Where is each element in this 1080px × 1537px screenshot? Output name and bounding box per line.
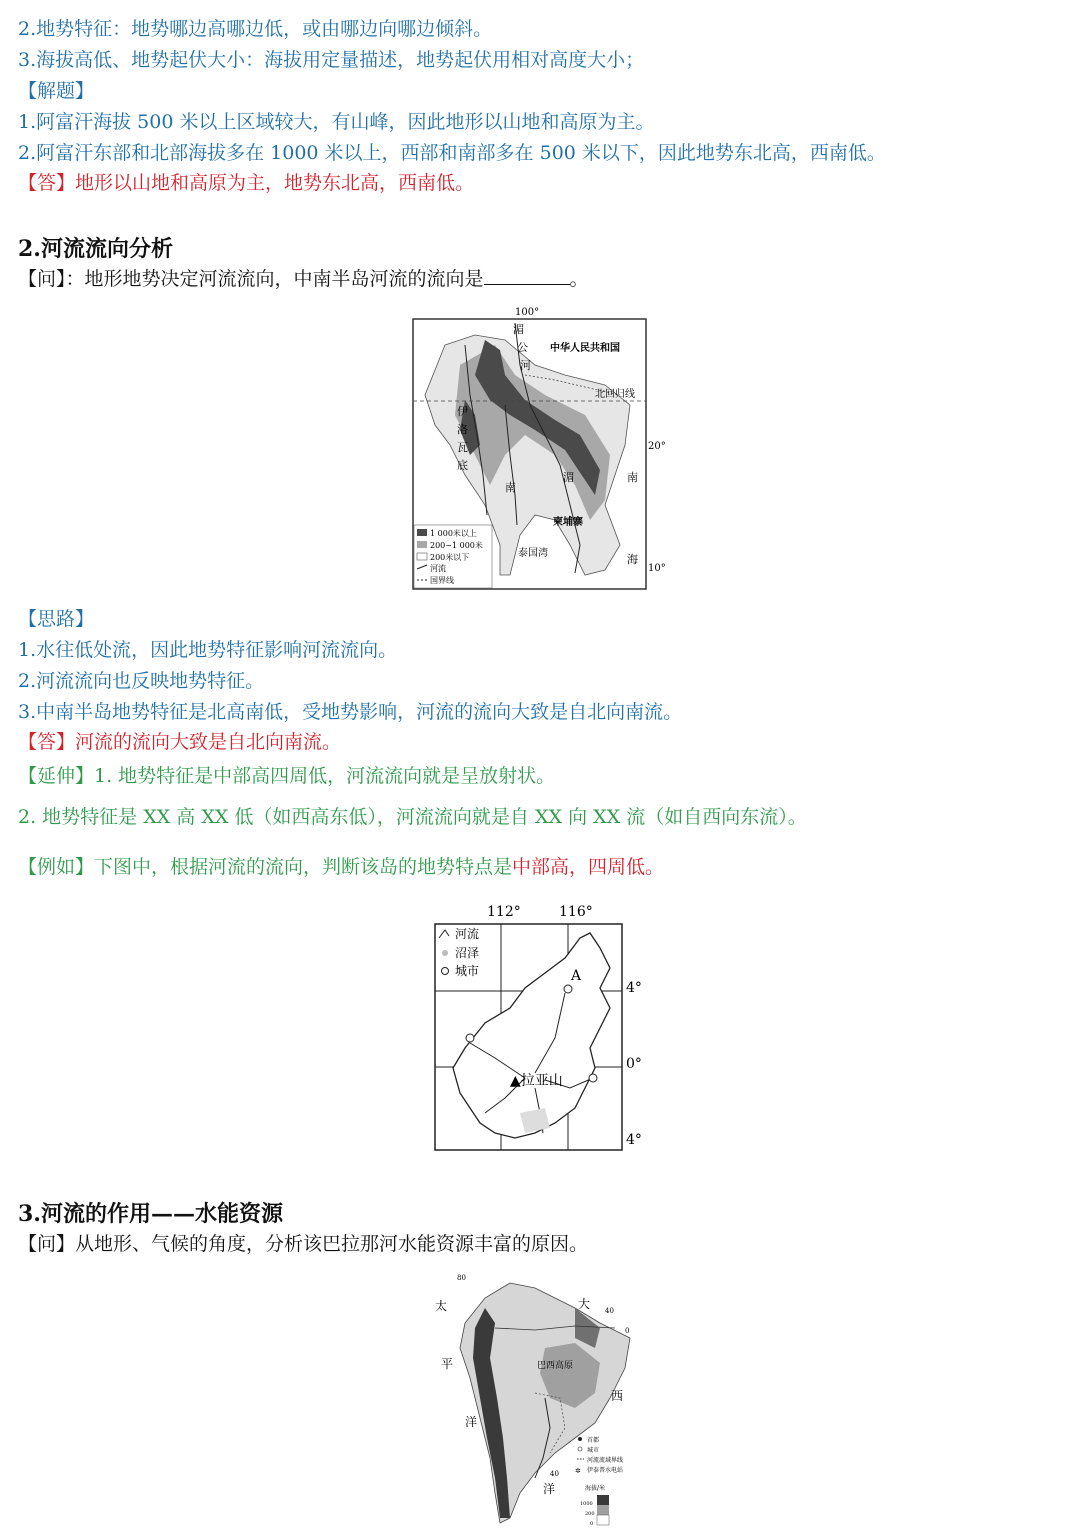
- legend-capital: 首都: [587, 1437, 600, 1444]
- pacific-char-2: 平: [441, 1357, 454, 1371]
- lat-0-label: 0°: [626, 1056, 642, 1072]
- river-char-7: 底: [457, 459, 468, 472]
- city-east: [589, 1074, 597, 1082]
- section-3-title: 3.河流的作用——水能资源: [18, 1201, 283, 1227]
- city-west: [466, 1034, 474, 1042]
- city-a-label: A: [571, 968, 582, 984]
- atlantic-char-1: 大: [578, 1297, 591, 1311]
- legend-dam-icon: ✲: [575, 1467, 581, 1475]
- brazil-plateau-label: 巴西高原: [537, 1361, 574, 1371]
- river-char-1: 湄: [513, 323, 524, 336]
- river-char-2: 公: [517, 341, 528, 354]
- river-char-6: 瓦: [457, 441, 468, 454]
- question-2: [18, 266, 589, 292]
- think-item-2: 2.河流流向也反映地势特征。: [18, 670, 265, 692]
- think-item-3: 3.中南半岛地势特征是北高南低，受地势影响，河流的流向大致是自北向南流。: [18, 701, 683, 723]
- question-3: 【问】从地形、气候的角度，分析该巴拉那河水能资源丰富的原因。: [18, 1233, 589, 1255]
- solve-item-2: 2.阿富汗东部和北部海拔多在 1000 米以上，西部和南部多在 500 米以下，因此地势东北高，西南低。: [18, 142, 886, 164]
- legend-city-3: 城市: [587, 1447, 600, 1454]
- lon-100-label: 100°: [515, 307, 540, 318]
- legend-elev-0: 0: [590, 1521, 594, 1527]
- coord-40-top: 40: [605, 1307, 614, 1315]
- legend-river-2: 河流: [455, 927, 480, 941]
- legend-elev-1000: 1000: [580, 1501, 593, 1507]
- legend-basin: 河流流域界线: [587, 1457, 624, 1464]
- coord-0: 0: [625, 1327, 630, 1335]
- solve-item-1: 1.阿富汗海拔 500 米以上区域较大，有山峰，因此地形以山地和高原为主。: [18, 111, 655, 133]
- cambodia-label: 柬埔寨: [553, 517, 583, 528]
- south-america-map: [425, 1268, 650, 1532]
- tip-terrain-trend: 2.地势特征：地势哪边高哪边低，或由哪边向哪边倾斜。: [18, 18, 493, 40]
- legend-river: 河流: [430, 564, 446, 573]
- mountain-label: ▲拉亚山: [510, 1073, 563, 1089]
- lat-20-label: 20°: [648, 441, 666, 452]
- lon-112-label: 112°: [487, 904, 521, 920]
- island-map: [425, 898, 655, 1158]
- question-2-text: 【问】：地形地势决定河流流向，中南半岛河流的流向是: [18, 268, 484, 290]
- river-char-8: 湄: [563, 471, 574, 484]
- atlantic-char-2: 西: [611, 1389, 624, 1403]
- extend-2: 2. 地势特征是 XX 高 XX 低（如西高东低），河流流向就是自 XX 向 XX 流（如自西向东流）。: [18, 806, 807, 828]
- answer-blank: [484, 266, 570, 285]
- example-answer: 中部高，四周低。: [512, 856, 665, 878]
- legend-mid: 200~1 000米: [430, 541, 483, 550]
- example: [18, 854, 664, 880]
- sea-char-2: 海: [627, 553, 638, 566]
- legend-elev-title: 海拔/米: [585, 1485, 606, 1492]
- gulf-label: 泰国湾: [518, 548, 548, 559]
- example-text: 【例如】下图中，根据河流的流向，判断该岛的地势特点是: [18, 856, 513, 878]
- answer-1: 【答】地形以山地和高原为主，地势东北高，西南低。: [18, 172, 475, 194]
- tropic-label: 北回归线: [595, 389, 635, 400]
- think-item-1: 1.水往低处流，因此地势特征影响河流流向。: [18, 639, 398, 661]
- china-label: 中华人民共和国: [550, 343, 620, 354]
- lon-116-label: 116°: [559, 904, 593, 920]
- think-label: 【思路】: [18, 608, 95, 630]
- question-2-end: 。: [569, 268, 589, 290]
- solve-label: 【解题】: [18, 80, 95, 102]
- pacific-char-3: 洋: [465, 1415, 478, 1429]
- lat-10-label: 10°: [648, 563, 666, 574]
- lat-4n-label: 4°: [626, 980, 642, 996]
- map1-legend: [414, 525, 492, 588]
- section-2-title: 2.河流流向分析: [18, 236, 173, 262]
- legend-elev-200: 200: [585, 1511, 595, 1517]
- pacific-char-1: 太: [435, 1299, 448, 1313]
- river-char-3: 河: [520, 359, 531, 372]
- coord-80: 80: [457, 1274, 466, 1282]
- legend-high: 1 000米以上: [430, 529, 477, 538]
- answer-2: 【答】河流的流向大致是自北向南流。: [18, 731, 342, 753]
- legend-dam: 伊泰普水电站: [587, 1467, 624, 1474]
- legend-city: 城市: [455, 964, 480, 978]
- extend-1: 【延伸】1. 地势特征是中部高四周低，河流流向就是呈放射状。: [18, 765, 556, 787]
- legend-border: 国界线: [430, 576, 454, 585]
- tip-elevation: 3.海拔高低、地势起伏大小：海拔用定量描述，地势起伏用相对高度大小；: [18, 49, 645, 71]
- coord-40-bottom: 40: [550, 1470, 559, 1478]
- atlantic-char-3: 洋: [543, 1482, 556, 1496]
- river-char-9: 南: [505, 481, 516, 494]
- sea-char-1: 南: [627, 471, 638, 484]
- lat-4s-label: 4°: [626, 1132, 642, 1148]
- legend-low: 200米以下: [430, 553, 470, 562]
- map3-legend: [575, 1436, 623, 1527]
- river-char-5: 洛: [457, 423, 468, 436]
- legend-swamp: 沼泽: [455, 946, 480, 960]
- indochina-terrain-map: [405, 305, 670, 595]
- river-char-4: 伊: [457, 405, 468, 418]
- city-a: [564, 985, 572, 993]
